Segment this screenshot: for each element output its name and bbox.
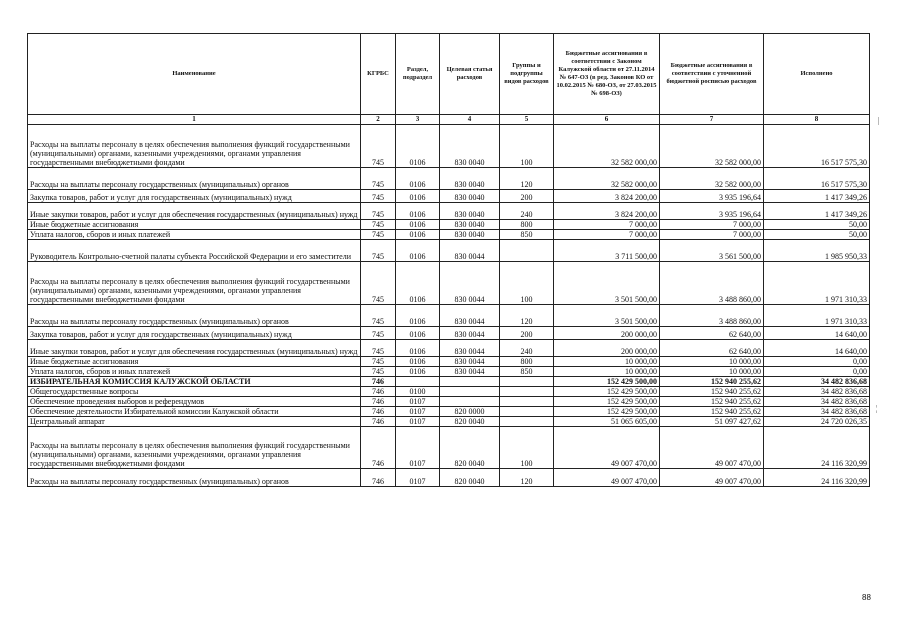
- col-header-law: Бюджетные ассигнования в соответствии с Законом Калужской области от 27.11.2014 № 647-ОЗ (в ред. Законов КО от 10.02.2015 № 680-ОЗ, от 27.03.2015 № 698-ОЗ): [554, 34, 660, 115]
- table-row: [28, 377, 870, 387]
- row-name: Иные бюджетные ассигнования: [28, 220, 361, 230]
- row-executed-amount: 1 985 950,33: [764, 240, 870, 262]
- row-article: 820 0040: [440, 469, 500, 487]
- row-name: Общегосударственные вопросы: [28, 387, 361, 397]
- row-executed-amount: 34 482 836,68: [764, 387, 870, 397]
- row-kgrbs: 746: [361, 407, 396, 417]
- row-law-amount: 10 000,00: [554, 367, 660, 377]
- row-article: 830 0040: [440, 220, 500, 230]
- margin-mark: ¦: [876, 404, 878, 413]
- row-name: Уплата налогов, сборов и иных платежей: [28, 367, 361, 377]
- row-kgrbs: 745: [361, 168, 396, 190]
- row-executed-amount: 24 720 026,35: [764, 417, 870, 427]
- row-roster-amount: 152 940 255,62: [660, 407, 764, 417]
- row-article: 830 0044: [440, 367, 500, 377]
- row-group: [500, 397, 554, 407]
- budget-table: [27, 33, 870, 487]
- row-law-amount: 49 007 470,00: [554, 469, 660, 487]
- row-name: Иные закупки товаров, работ и услуг для обеспечения государственных (муниципальных) нужд: [28, 340, 361, 357]
- row-kgrbs: 745: [361, 203, 396, 220]
- row-article: 830 0044: [440, 327, 500, 340]
- row-law-amount: 49 007 470,00: [554, 427, 660, 469]
- row-roster-amount: 3 561 500,00: [660, 240, 764, 262]
- row-executed-amount: 34 482 836,68: [764, 377, 870, 387]
- row-roster-amount: 32 582 000,00: [660, 168, 764, 190]
- row-section: 0107: [396, 407, 440, 417]
- col-header-kgrbs: КГРБС: [361, 34, 396, 115]
- table-row: [28, 240, 870, 262]
- row-executed-amount: 24 116 320,99: [764, 427, 870, 469]
- row-group: 240: [500, 203, 554, 220]
- row-roster-amount: 62 640,00: [660, 340, 764, 357]
- table-row: [28, 407, 870, 417]
- row-law-amount: 200 000,00: [554, 327, 660, 340]
- row-roster-amount: 3 488 860,00: [660, 305, 764, 327]
- row-section: 0100: [396, 387, 440, 397]
- table-row: [28, 190, 870, 203]
- row-section: 0106: [396, 203, 440, 220]
- row-law-amount: 32 582 000,00: [554, 168, 660, 190]
- row-roster-amount: 49 007 470,00: [660, 469, 764, 487]
- row-section: [396, 377, 440, 387]
- row-executed-amount: 0,00: [764, 367, 870, 377]
- row-law-amount: 3 501 500,00: [554, 305, 660, 327]
- row-executed-amount: 1 971 310,33: [764, 262, 870, 305]
- row-group: 120: [500, 305, 554, 327]
- row-kgrbs: 746: [361, 377, 396, 387]
- row-group: 850: [500, 230, 554, 240]
- row-kgrbs: 745: [361, 305, 396, 327]
- row-name: Расходы на выплаты персоналу в целях обеспечения выполнения функций государственными (муниципальными) органами, казенными учреждениями, органами управления государственными внебюджетными фондами: [28, 427, 361, 469]
- row-roster-amount: 7 000,00: [660, 220, 764, 230]
- row-group: 240: [500, 340, 554, 357]
- row-kgrbs: 745: [361, 367, 396, 377]
- col-number: 3: [396, 115, 440, 125]
- row-executed-amount: 0,00: [764, 357, 870, 367]
- row-group: 100: [500, 427, 554, 469]
- row-executed-amount: 50,00: [764, 220, 870, 230]
- row-group: [500, 387, 554, 397]
- row-roster-amount: 152 940 255,62: [660, 397, 764, 407]
- row-article: [440, 377, 500, 387]
- row-law-amount: 7 000,00: [554, 220, 660, 230]
- col-number: 2: [361, 115, 396, 125]
- row-name: Расходы на выплаты персоналу в целях обеспечения выполнения функций государственными (муниципальными) органами, казенными учреждениями, органами управления государственными внебюджетными фондами: [28, 125, 361, 168]
- row-article: 830 0044: [440, 340, 500, 357]
- row-group: [500, 417, 554, 427]
- col-number: 1: [28, 115, 361, 125]
- row-name: Иные закупки товаров, работ и услуг для обеспечения государственных (муниципальных) нужд: [28, 203, 361, 220]
- row-group: 200: [500, 327, 554, 340]
- table-row: [28, 397, 870, 407]
- col-header-done: Исполнено: [764, 34, 870, 115]
- row-article: 830 0040: [440, 125, 500, 168]
- row-group: 800: [500, 220, 554, 230]
- row-kgrbs: 746: [361, 427, 396, 469]
- row-group: 100: [500, 125, 554, 168]
- row-article: 830 0044: [440, 305, 500, 327]
- table-row: [28, 357, 870, 367]
- row-section: 0106: [396, 262, 440, 305]
- row-kgrbs: 745: [361, 340, 396, 357]
- row-law-amount: 152 429 500,00: [554, 377, 660, 387]
- row-section: 0106: [396, 357, 440, 367]
- row-roster-amount: 10 000,00: [660, 367, 764, 377]
- row-executed-amount: 1 417 349,26: [764, 203, 870, 220]
- row-roster-amount: 51 097 427,62: [660, 417, 764, 427]
- row-executed-amount: 14 640,00: [764, 327, 870, 340]
- col-header-roster: Бюджетные ассигнования в соответствии с уточненной бюджетной росписью расходов: [660, 34, 764, 115]
- table-row: [28, 387, 870, 397]
- row-roster-amount: 10 000,00: [660, 357, 764, 367]
- row-article: 830 0040: [440, 168, 500, 190]
- row-kgrbs: 745: [361, 357, 396, 367]
- row-roster-amount: 7 000,00: [660, 230, 764, 240]
- row-section: 0107: [396, 397, 440, 407]
- row-law-amount: 3 824 200,00: [554, 203, 660, 220]
- row-article: 820 0040: [440, 417, 500, 427]
- col-header-section: Раздел, подраздел: [396, 34, 440, 115]
- col-number: 7: [660, 115, 764, 125]
- row-law-amount: 7 000,00: [554, 230, 660, 240]
- row-section: 0106: [396, 125, 440, 168]
- col-header-group: Группы и подгруппы видов расходов: [500, 34, 554, 115]
- row-section: 0106: [396, 367, 440, 377]
- row-roster-amount: 62 640,00: [660, 327, 764, 340]
- row-section: 0106: [396, 340, 440, 357]
- row-name: ИЗБИРАТЕЛЬНАЯ КОМИССИЯ КАЛУЖСКОЙ ОБЛАСТИ: [28, 377, 361, 387]
- row-name: Расходы на выплаты персоналу государственных (муниципальных) органов: [28, 168, 361, 190]
- row-kgrbs: 746: [361, 397, 396, 407]
- col-number: 6: [554, 115, 660, 125]
- row-article: 820 0040: [440, 427, 500, 469]
- row-roster-amount: 32 582 000,00: [660, 125, 764, 168]
- row-executed-amount: 16 517 575,30: [764, 168, 870, 190]
- row-executed-amount: 50,00: [764, 230, 870, 240]
- row-executed-amount: 1 971 310,33: [764, 305, 870, 327]
- table-body: [28, 125, 870, 487]
- row-name: Обеспечение проведения выборов и референдумов: [28, 397, 361, 407]
- row-article: 830 0040: [440, 230, 500, 240]
- row-group: [500, 240, 554, 262]
- row-executed-amount: 1 417 349,26: [764, 190, 870, 203]
- row-kgrbs: 745: [361, 262, 396, 305]
- row-section: 0106: [396, 168, 440, 190]
- row-group: 200: [500, 190, 554, 203]
- row-kgrbs: 746: [361, 387, 396, 397]
- row-law-amount: 200 000,00: [554, 340, 660, 357]
- row-article: [440, 387, 500, 397]
- row-law-amount: 3 711 500,00: [554, 240, 660, 262]
- table-row: [28, 427, 870, 469]
- table-row: [28, 203, 870, 220]
- margin-mark: |: [878, 116, 880, 125]
- page-number: 88: [862, 593, 871, 602]
- row-group: 120: [500, 469, 554, 487]
- row-name: Закупка товаров, работ и услуг для государственных (муниципальных) нужд: [28, 327, 361, 340]
- table-row: [28, 469, 870, 487]
- row-roster-amount: 3 488 860,00: [660, 262, 764, 305]
- row-kgrbs: 745: [361, 230, 396, 240]
- row-law-amount: 152 429 500,00: [554, 397, 660, 407]
- row-name: Уплата налогов, сборов и иных платежей: [28, 230, 361, 240]
- row-roster-amount: 152 940 255,62: [660, 387, 764, 397]
- col-number: 5: [500, 115, 554, 125]
- row-article: 820 0000: [440, 407, 500, 417]
- row-law-amount: 152 429 500,00: [554, 387, 660, 397]
- row-section: 0106: [396, 240, 440, 262]
- row-section: 0107: [396, 469, 440, 487]
- row-roster-amount: 49 007 470,00: [660, 427, 764, 469]
- row-name: Руководитель Контрольно-счетной палаты субъекта Российской Федерации и его заместители: [28, 240, 361, 262]
- row-executed-amount: 24 116 320,99: [764, 469, 870, 487]
- row-article: 830 0044: [440, 357, 500, 367]
- row-article: 830 0040: [440, 190, 500, 203]
- row-name: Обеспечение деятельности Избирательной комиссии Калужской области: [28, 407, 361, 417]
- row-law-amount: 51 065 605,00: [554, 417, 660, 427]
- row-law-amount: 152 429 500,00: [554, 407, 660, 417]
- row-kgrbs: 745: [361, 125, 396, 168]
- row-section: 0106: [396, 220, 440, 230]
- row-name: Закупка товаров, работ и услуг для государственных (муниципальных) нужд: [28, 190, 361, 203]
- table-row: [28, 305, 870, 327]
- row-executed-amount: 34 482 836,68: [764, 397, 870, 407]
- row-article: 830 0044: [440, 262, 500, 305]
- row-executed-amount: 14 640,00: [764, 340, 870, 357]
- row-group: 100: [500, 262, 554, 305]
- table-row: [28, 168, 870, 190]
- row-group: [500, 377, 554, 387]
- row-section: 0106: [396, 327, 440, 340]
- col-number: 8: [764, 115, 870, 125]
- row-law-amount: 32 582 000,00: [554, 125, 660, 168]
- row-kgrbs: 745: [361, 327, 396, 340]
- row-executed-amount: 34 482 836,68: [764, 407, 870, 417]
- row-section: 0106: [396, 305, 440, 327]
- row-name: Расходы на выплаты персоналу государственных (муниципальных) органов: [28, 469, 361, 487]
- row-law-amount: 3 824 200,00: [554, 190, 660, 203]
- row-name: Центральный аппарат: [28, 417, 361, 427]
- row-article: 830 0044: [440, 240, 500, 262]
- row-kgrbs: 745: [361, 190, 396, 203]
- row-section: 0106: [396, 230, 440, 240]
- row-group: [500, 407, 554, 417]
- row-law-amount: 10 000,00: [554, 357, 660, 367]
- col-number: 4: [440, 115, 500, 125]
- row-kgrbs: 746: [361, 469, 396, 487]
- row-article: [440, 397, 500, 407]
- table-row: [28, 262, 870, 305]
- row-section: 0107: [396, 427, 440, 469]
- row-kgrbs: 745: [361, 220, 396, 230]
- row-section: 0106: [396, 190, 440, 203]
- row-article: 830 0040: [440, 203, 500, 220]
- table-row: [28, 367, 870, 377]
- row-group: 800: [500, 357, 554, 367]
- row-name: Расходы на выплаты персоналу государственных (муниципальных) органов: [28, 305, 361, 327]
- row-roster-amount: 3 935 196,64: [660, 190, 764, 203]
- row-kgrbs: 746: [361, 417, 396, 427]
- table-row: [28, 327, 870, 340]
- table-row: [28, 125, 870, 168]
- row-name: Расходы на выплаты персоналу в целях обеспечения выполнения функций государственными (муниципальными) органами, казенными учреждениями, органами управления государственными внебюджетными фондами: [28, 262, 361, 305]
- row-group: 120: [500, 168, 554, 190]
- row-executed-amount: 16 517 575,30: [764, 125, 870, 168]
- row-kgrbs: 745: [361, 240, 396, 262]
- row-section: 0107: [396, 417, 440, 427]
- table-row: [28, 417, 870, 427]
- col-header-name: Наименование: [28, 34, 361, 115]
- table-row: [28, 340, 870, 357]
- table-row: [28, 220, 870, 230]
- header-row: [28, 34, 870, 115]
- row-law-amount: 3 501 500,00: [554, 262, 660, 305]
- table-row: [28, 230, 870, 240]
- row-roster-amount: 152 940 255,62: [660, 377, 764, 387]
- row-roster-amount: 3 935 196,64: [660, 203, 764, 220]
- row-name: Иные бюджетные ассигнования: [28, 357, 361, 367]
- column-number-row: [28, 115, 870, 125]
- budget-execution-sheet: [27, 33, 870, 487]
- row-group: 850: [500, 367, 554, 377]
- col-header-article: Целевая статья расходов: [440, 34, 500, 115]
